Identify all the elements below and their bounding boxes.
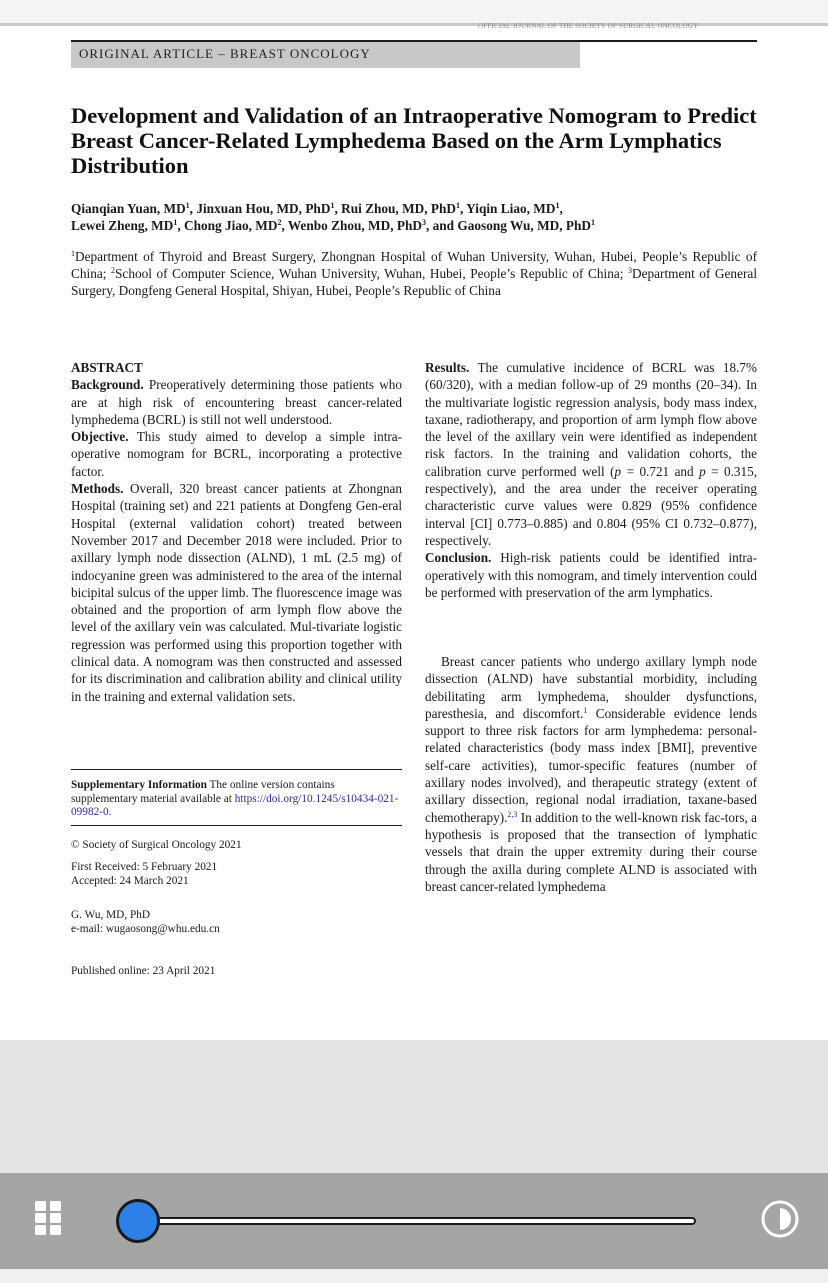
author: Lewei Zheng, $MD^1$, xyxy=(71,218,184,233)
correspondence-email: e-mail: wugaosong@whu.edu.cn xyxy=(71,923,220,935)
abstract-objective: Objective. This study aimed to develop a simple intra-operative nomogram for BCRL, incorporating a protective factor. xyxy=(71,429,402,479)
bottom-strip xyxy=(0,1269,828,1283)
abstract-heading: ABSTRACT xyxy=(71,360,143,375)
contrast-icon[interactable] xyxy=(760,1199,800,1239)
abstract-methods: Methods. Overall, 320 breast cancer patients at Zhongnan Hospital (training set) and 221 patients at Dongfeng Gen-eral Hospital (external validation cohort) treated between November 2017 and December 2018 were included. Prior to axillary lymph node dissection (ALND), 1 mL (2.5 mg) of indocyanine green was administered to the area of the internal bicipital sulcus of the upper limb. The fluorescence image was obtained and the proportion of arm lymph flow above the level of the axillary vein was calculated. Mul-tivariate logistic regression was performed using this proportion together with clinical data. A nomogram was then constructed and assessed for its discrimination and calibration ability and clinical utility in the training and external validation sets. xyxy=(71,481,402,704)
author-list xyxy=(71,200,761,234)
author: Qianqian Yuan, $MD^1$, xyxy=(71,201,197,216)
abstract-left-column xyxy=(71,359,402,705)
reference-link[interactable]: 1 xyxy=(583,705,588,715)
author: Yiqin Liao, $MD^1$, xyxy=(466,201,563,216)
footnote-divider xyxy=(71,769,402,770)
reference-link[interactable]: 2,3 xyxy=(507,809,518,819)
page-slider-thumb[interactable] xyxy=(116,1199,160,1243)
accepted-date: Accepted: 24 March 2021 xyxy=(71,875,189,887)
body-text xyxy=(425,653,757,895)
author: Gaosong Wu, MD, PhD$^1$ xyxy=(457,218,596,233)
correspondence-name: G. Wu, MD, PhD xyxy=(71,909,151,921)
article-title: Development and Validation of an Intraoperative Nomogram to Predict Breast Cancer-Related Lymphedema Based on the Arm Lymphatics Distribution xyxy=(71,103,757,178)
received-date: First Received: 5 February 2021 xyxy=(71,861,218,873)
published-date: Published online: 23 April 2021 xyxy=(71,965,216,977)
page-slider[interactable] xyxy=(140,1217,696,1225)
viewer-top-bar xyxy=(0,0,828,26)
abstract-right-column xyxy=(425,359,757,601)
author: Rui Zhou, MD, PhD$^1$, xyxy=(341,201,467,216)
abstract-background: Background. Preoperatively determining those patients who are at high risk of encountering breast cancer-related lymphedema (BCRL) is still not well understood. xyxy=(71,377,402,427)
footnote-divider xyxy=(71,825,402,826)
doi-link[interactable]: https://doi.org/10.1245/s10434-021-09982-0 xyxy=(71,792,399,818)
grid-view-icon[interactable] xyxy=(35,1201,61,1235)
abstract-results: Results. The cumulative incidence of BCRL was 18.7% (60/320), with a median follow-up of 29 months (20–34). In the multivariate logistic regression analysis, body mass index, taxane, radiotherapy, and proportion of arm lymph flow above the level of the axillary vein were identified as independent risk factors. In the training and validation cohorts, the calibration curve performed well (p = 0.721 and p = 0.315, respectively), and the area under the receiver operating characteristic curve values were 0.829 (95% confidence interval [CI] 0.773–0.885) and 0.804 (95% CI 0.732–0.877), respectively. xyxy=(425,360,757,548)
affiliations: $^1$Department of Thyroid and Breast Surgery, Zhongnan Hospital of Wuhan University, Wuhan, Hubei, People’s Republic of China; $^2$School of Computer Science, Wuhan University, Wuhan, Hubei, People’s Republic of China; $^3$Department of General Surgery, Dongfeng General Hospital, Shiyan, Hubei, People’s Republic of China xyxy=(71,249,758,298)
article-category: ORIGINAL ARTICLE – BREAST ONCOLOGY xyxy=(71,42,580,68)
author: Chong Jiao, $MD^2$, xyxy=(183,218,288,233)
author: Wenbo Zhou, MD, PhD$^3$, and xyxy=(287,218,458,233)
author: Jinxuan Hou, MD, PhD$^1$, xyxy=(196,201,342,216)
body-paragraph: Breast cancer patients who undergo axillary lymph node dissection (ALND) have substantial morbidity, including debilitating arm lymphedema, shoulder dysfunctions, paresthesia, and discomfort.$^1$ Considerable evidence lends support to three risk factors for arm lymphedema: personal-related characteristics (body mass index [BMI], preventive self-care activities), tumor-specific features (number of axillary nodes involved), and therapeutic strategy (extent of axillary dissection, regional nodal irradiation, taxane-based chemotherapy).$^{2,3}$ In addition to the well-known risk fac-tors, a hypothesis is proposed that the transection of lymphatic vessels that drain the upper extremity during their course through the axilla during complete ALND is associated with breast cancer-related lymphedema xyxy=(425,654,758,894)
abstract-conclusion: Conclusion. High-risk patients could be identified intra-operatively with this nomogram, and timely intervention could be performed with preservation of the arm lymphatics. xyxy=(425,550,757,600)
supplementary-info: Supplementary Information The online version contains supplementary material available at https://doi.org/10.1245/s10434-021-09982-0. xyxy=(71,779,399,818)
journal-header-strip: OFFICIAL JOURNAL OF THE SOCIETY OF SURGICAL ONCOLOGY xyxy=(478,22,699,30)
reader-background xyxy=(0,1040,828,1173)
copyright: © Society of Surgical Oncology 2021 xyxy=(71,839,242,851)
